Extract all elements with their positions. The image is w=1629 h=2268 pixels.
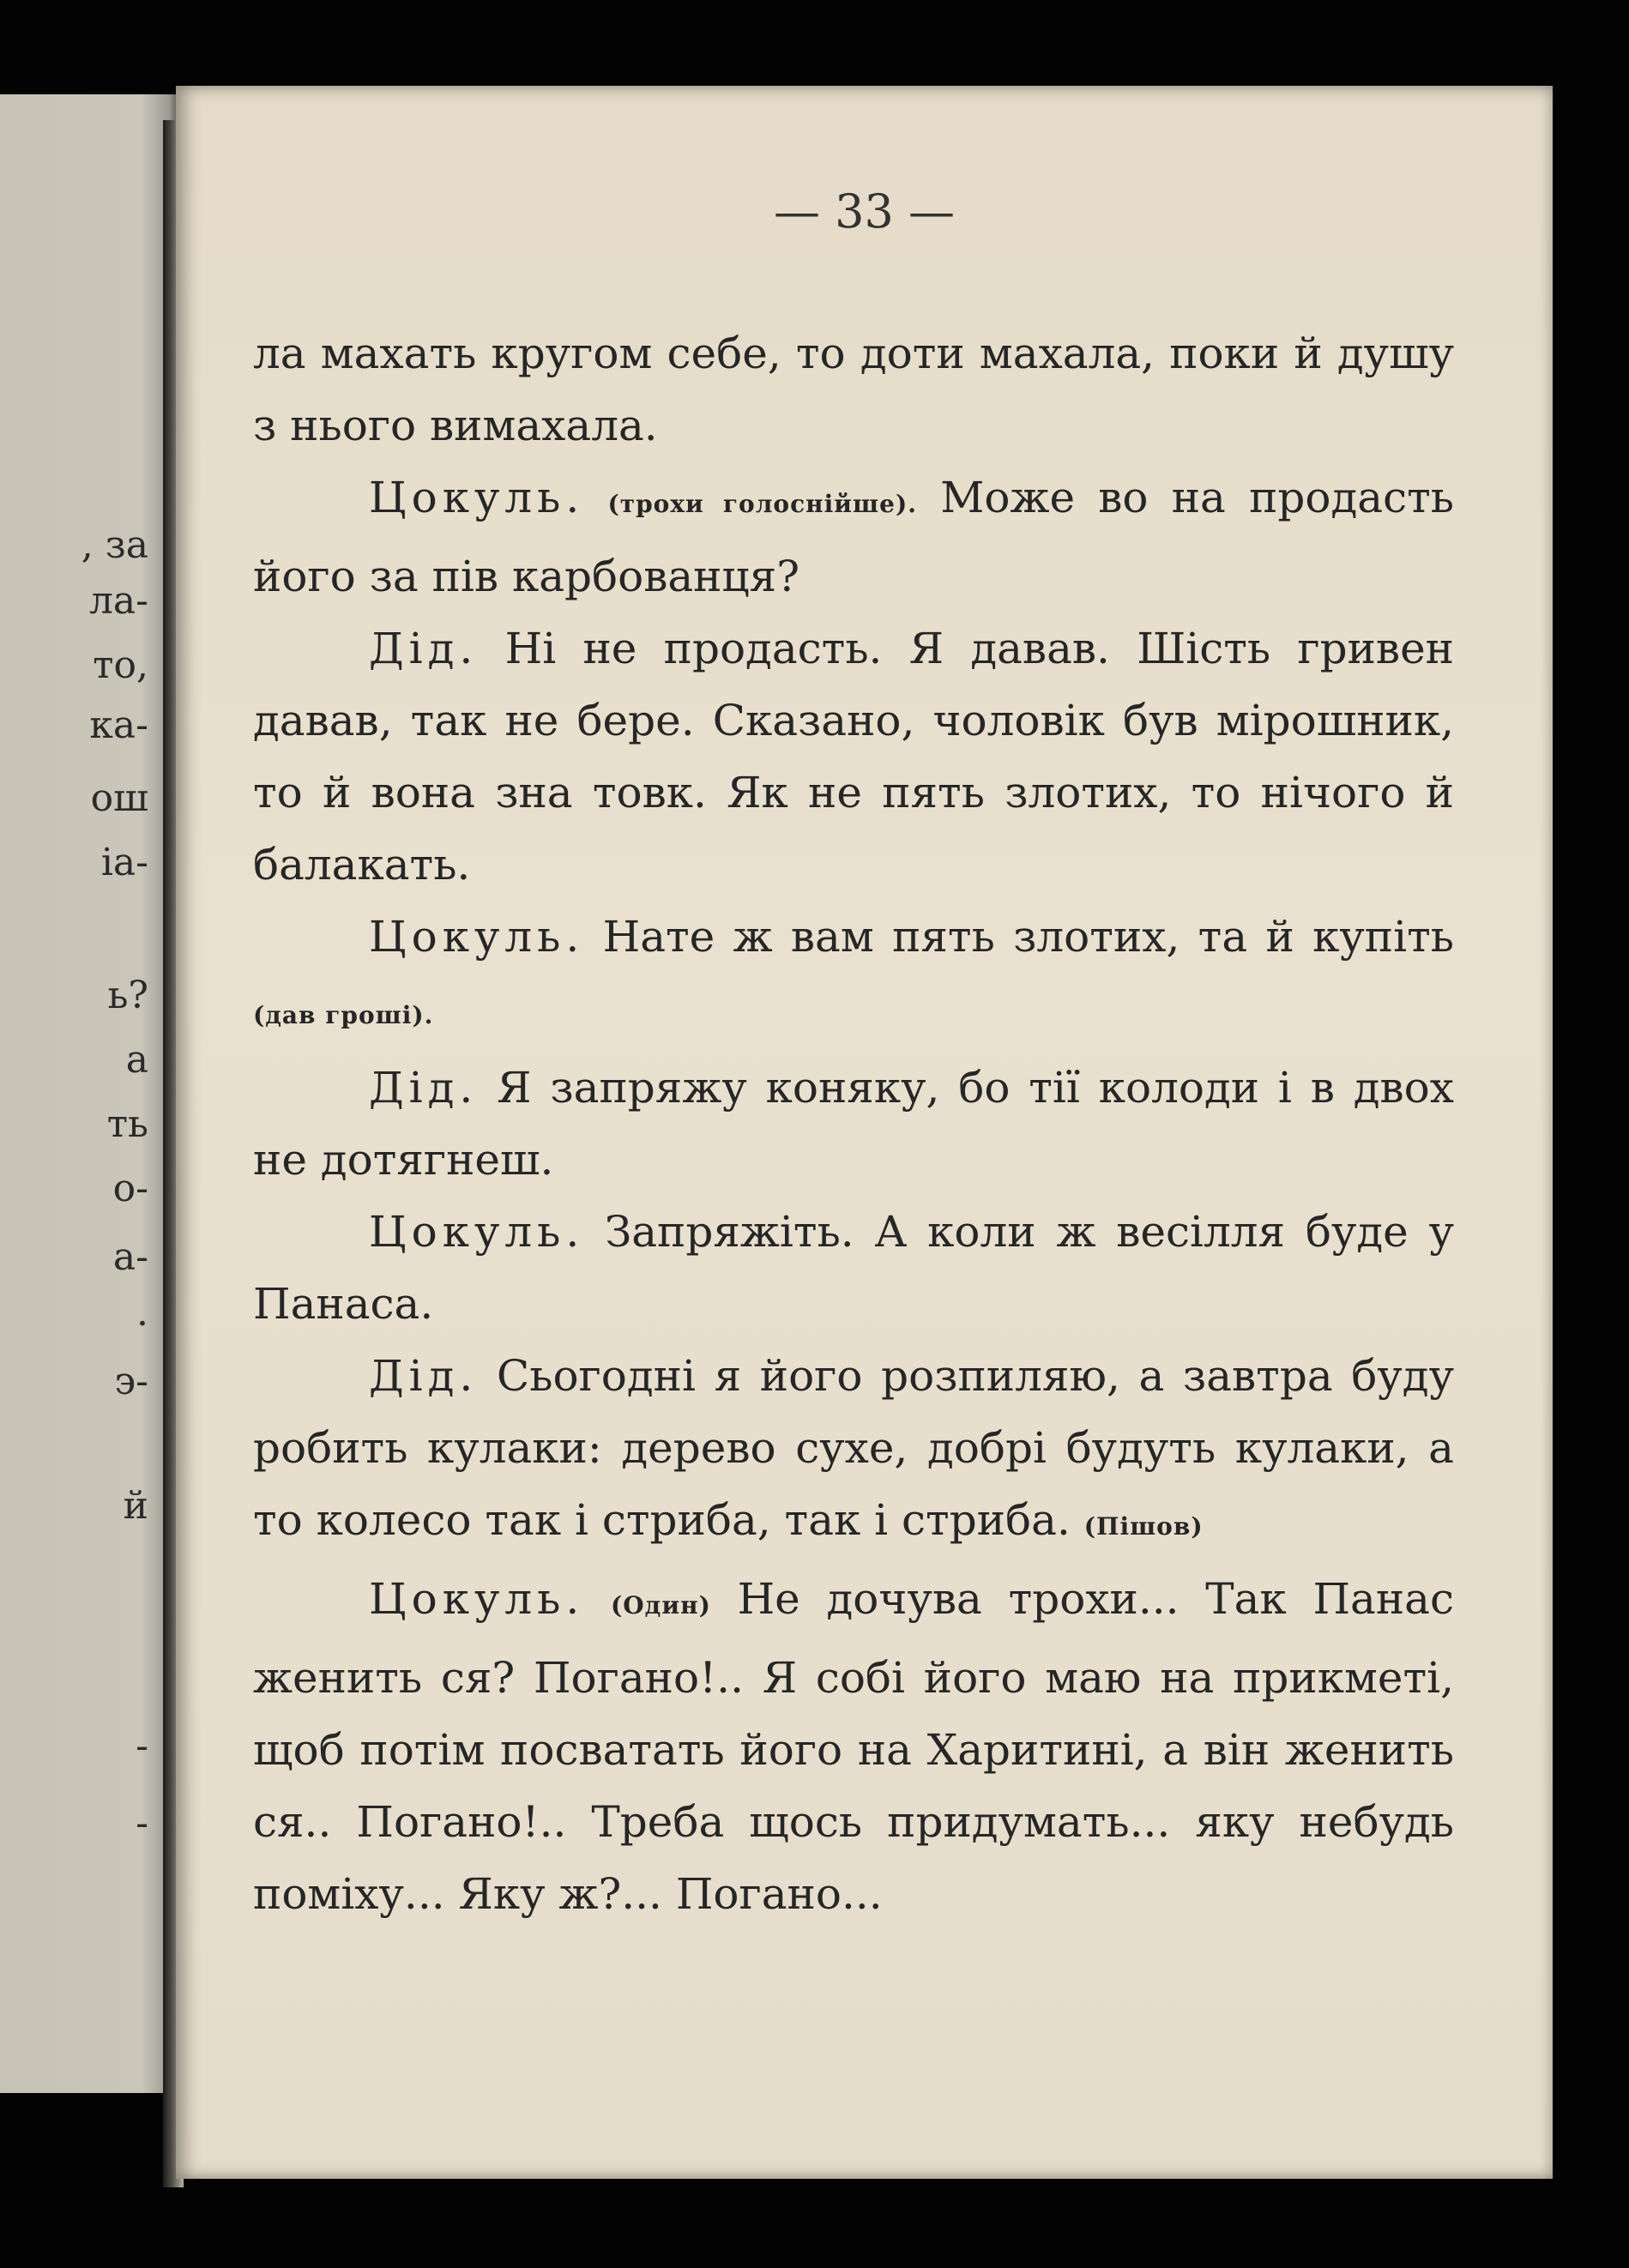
dialogue-paragraph [253, 1563, 1454, 1930]
dialogue-paragraph [253, 1052, 1454, 1196]
dialogue-text: Сьогодні я його розпиляю, а завтра буду робить кулаки: дерево сухе, добрі будуть кулаки, а то колесо так і стриба, так і стриба. [253, 1351, 1454, 1545]
left-page-fragment: й [123, 1484, 148, 1528]
dialogue-paragraph [253, 612, 1454, 901]
speaker-name: Цокуль. [369, 1574, 585, 1624]
left-page-fragment: . [136, 1291, 148, 1335]
left-page-fragment: , за [81, 523, 148, 567]
speaker-name: Дід. [369, 1351, 479, 1401]
paragraph-continuation [253, 317, 1454, 461]
stage-direction: (Один) [611, 1591, 711, 1620]
left-page-fragment: іа- [100, 841, 148, 884]
left-page-fragment: о- [112, 1167, 148, 1210]
speaker-name: Дід. [369, 624, 479, 673]
dialogue-paragraph [253, 1340, 1454, 1563]
dialogue-paragraph [253, 1196, 1454, 1340]
left-page-fragment: ош [90, 776, 148, 820]
left-page [0, 94, 176, 2093]
right-page [176, 86, 1553, 2179]
page-number: — 33 — [773, 184, 956, 238]
dialogue-paragraph [253, 461, 1454, 612]
speaker-name: Цокуль. [369, 912, 585, 962]
left-page-fragment: ка- [89, 703, 148, 747]
dialogue-paragraph [253, 901, 1454, 1052]
left-page-fragment: - [136, 1724, 148, 1768]
left-page-fragment: ь? [107, 974, 148, 1017]
left-page-fragment: - [136, 1801, 148, 1845]
dialogue-text: Нате ж вам пять злотих, та й купіть [602, 912, 1454, 962]
left-page-fragment: а- [112, 1235, 148, 1279]
speaker-name: Цокуль. [369, 1207, 585, 1257]
stage-direction: (трохи голоснійше). [607, 490, 917, 518]
left-page-fragment: э- [114, 1360, 148, 1403]
speaker-name: Дід. [369, 1063, 479, 1113]
dialogue-text: Ні не продасть. Я давав. Шість гривен давав, так не бере. Сказано, чоловік був мірошник, то й вона зна товк. Як не пять злотих, то нічого й балакать. [253, 624, 1454, 890]
left-page-fragment: ть [106, 1102, 148, 1146]
paragraph-text: ла махать кругом себе, то доти махала, поки й душу з нього вимахала. [253, 329, 1454, 450]
dialogue-text: Запряжіть. А коли ж весілля буде у Панаса. [253, 1207, 1454, 1329]
left-page-fragment: а [125, 1038, 148, 1082]
dialogue-text: Не дочува трохи... Так Панас женить ся? Погано!.. Я собі його маю на прикметі, щоб потім посватать його на Харитині, а він женить ся.. Погано!.. Треба щось придумать... яку небудь поміху... Яку ж?... Погано... [253, 1574, 1454, 1919]
stage-direction: (Пішов) [1083, 1512, 1204, 1541]
speaker-name: Цокуль. [369, 473, 585, 522]
dialogue-text: Може во на продасть його за пів карбованця? [253, 473, 1454, 601]
left-page-fragment: ла- [88, 579, 148, 623]
left-page-fragment: то, [93, 643, 148, 687]
dialogue-text: Я запряжу коняку, бо тії колоди і в двох не дотягнеш. [253, 1063, 1454, 1185]
stage-direction: (дав гроші). [253, 1001, 434, 1029]
page-text [253, 317, 1454, 1930]
